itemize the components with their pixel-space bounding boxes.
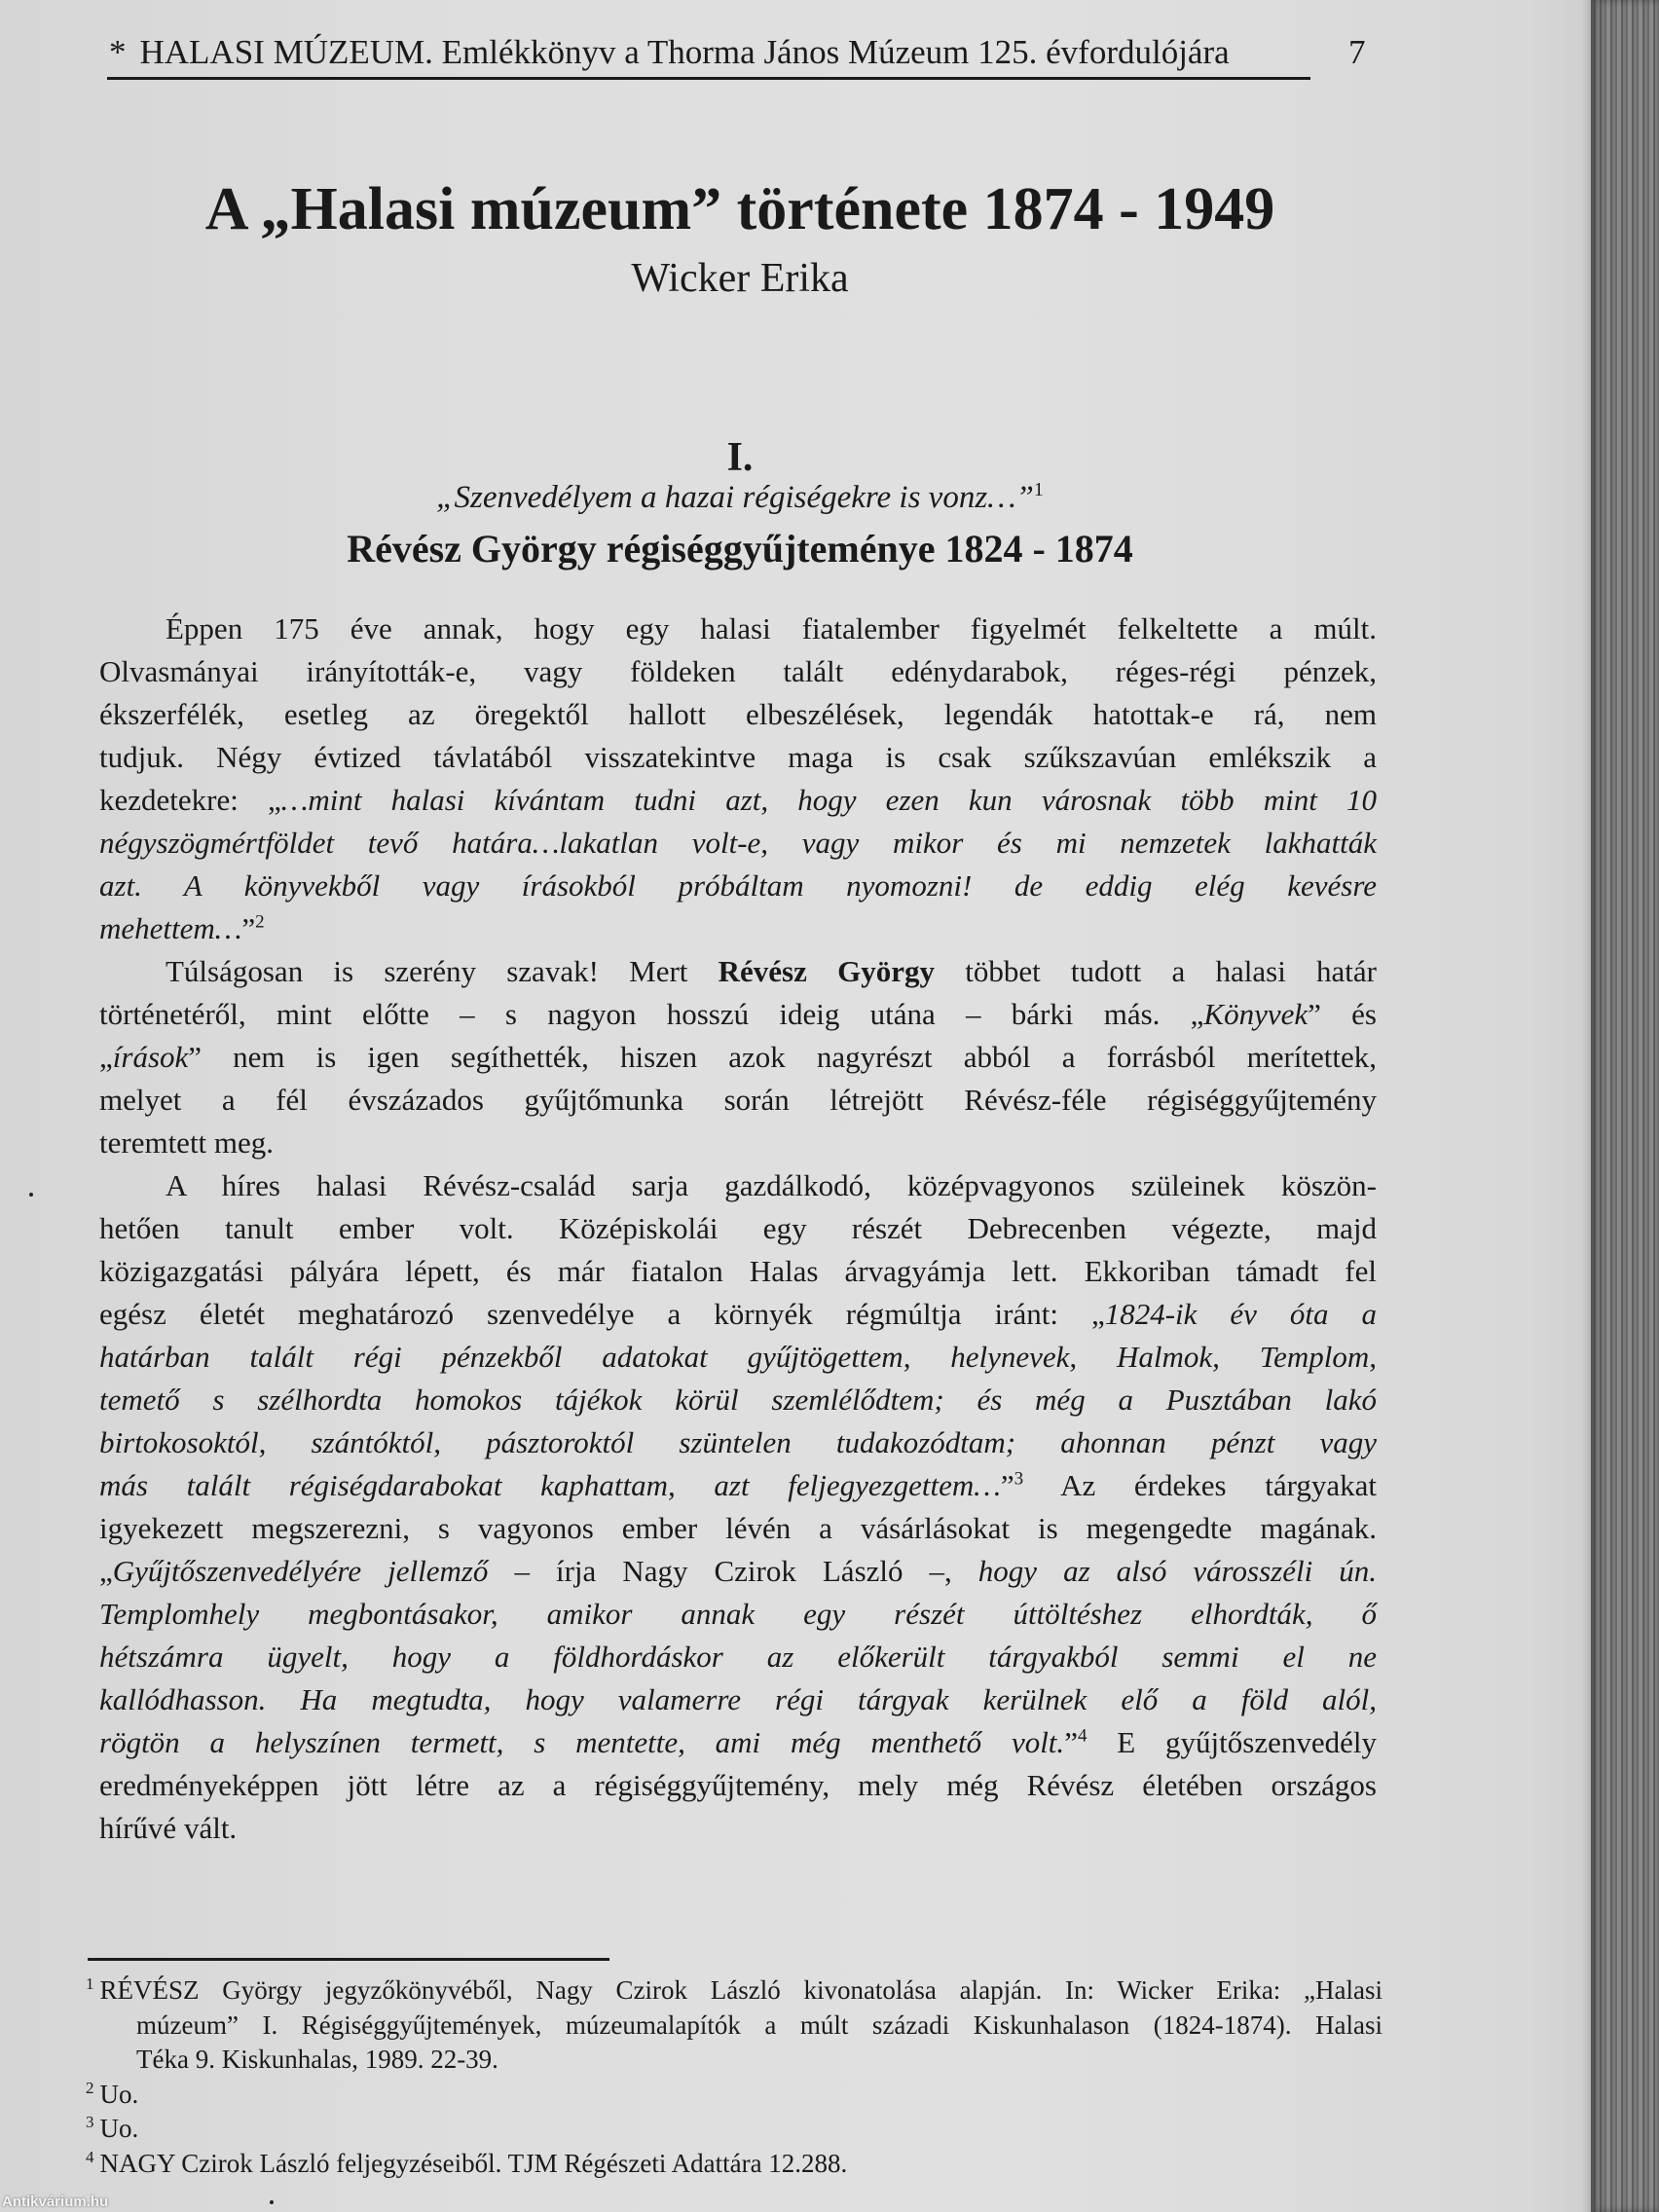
footnote-ref: 2 (255, 911, 265, 933)
text-line (99, 993, 1377, 1036)
text-line (99, 1079, 1377, 1122)
quoted-text: Gyűjtőszenvedélyére jellemző (112, 1554, 489, 1588)
header-asterisk: * (109, 33, 127, 71)
text-span: történetéről, mint előtte – s nagyon hosszú ideig utána – bárki más. „ (99, 997, 1204, 1031)
footnote-line (86, 2147, 1382, 2182)
text-span: ” (1064, 1725, 1078, 1759)
page-number: 7 (1348, 33, 1366, 71)
text-line (99, 907, 1377, 950)
text-line (99, 779, 1377, 822)
text-line (99, 1636, 1377, 1678)
text-line (99, 650, 1377, 693)
epigraph-text: „Szenvedélyem a hazai régiségekre is vonz…” (436, 480, 1034, 515)
footnote-ref: 1 (1033, 479, 1044, 500)
text-line (99, 1293, 1377, 1336)
text-line (99, 1036, 1377, 1079)
footnote-number: 3 (86, 2113, 94, 2131)
footnote-number: 2 (86, 2078, 94, 2097)
footnote-text: Uo. (99, 2079, 139, 2109)
quoted-text: …mint halasi kívántam tudni azt, hogy ezen kun városnak több mint 10 (280, 783, 1377, 817)
text-span: ” nem is igen segíthették, hiszen azok nagyrészt abból a forrásból merítettek, (188, 1040, 1377, 1074)
footnote-ref: 3 (1014, 1468, 1024, 1490)
text-line (99, 1122, 1377, 1164)
text-span: ékszerfélék, esetleg az öregektől hallott elbeszélések, legendák hatottak-e rá, nem (99, 697, 1377, 731)
text-line (99, 1678, 1377, 1721)
text-span: – írja Nagy Czirok László –, (488, 1554, 978, 1588)
quoted-text: más talált régiségdarabokat kaphattam, azt feljegyezgettem… (99, 1468, 1001, 1502)
running-header (109, 33, 1316, 72)
header-rule (107, 77, 1310, 80)
article-title: A „Halasi múzeum” története 1874 - 1949 (204, 176, 1275, 242)
quoted-text: kallódhasson. Ha megtudta, hogy valamerre régi tárgyak kerülnek elő a föld alól, (99, 1682, 1377, 1716)
footnote-text: NAGY Czirok László feljegyzéseiből. TJM Régészeti Adattára 12.288. (99, 2148, 848, 2178)
text-span: eredményeképpen jött létre az a régiséggyűjtemény, mely még Révész életében országos (99, 1768, 1377, 1802)
text-span: teremtett meg. (99, 1125, 275, 1160)
quoted-text: Könyvek (1203, 997, 1309, 1031)
footnote-number: 4 (86, 2147, 94, 2166)
text-line (99, 1507, 1377, 1550)
running-title: HALASI MÚZEUM. Emlékkönyv a Thorma János Múzeum 125. évfordulójára (139, 33, 1230, 71)
quoted-text: határban talált régi pénzekből adatokat gyűjtögettem, helynevek, Halmok, Templom, (99, 1340, 1377, 1374)
section-number: I. (726, 435, 754, 480)
text-span: hetően tanult ember volt. Középiskolái egy részét Debrecenben végezte, majd (99, 1211, 1377, 1245)
speck (270, 2200, 274, 2204)
text-line (99, 950, 1377, 993)
footnote-line (86, 2009, 1382, 2044)
footnote-ref: 4 (1077, 1725, 1088, 1747)
text-line (99, 1721, 1377, 1764)
text-span: melyet a fél évszázados gyűjtőmunka során létrejött Révész-féle régiséggyűjtemény (99, 1083, 1377, 1117)
text-line (99, 1379, 1377, 1421)
text-line (99, 736, 1377, 779)
text-line (99, 693, 1377, 736)
emphasis-text: Révész György (718, 954, 935, 988)
epigraph (97, 480, 1382, 516)
text-line (99, 1164, 1377, 1207)
text-span: A híres halasi Révész-család sarja gazdálkodó, középvagyonos szüleinek köszön- (166, 1168, 1377, 1202)
text-span: ” (241, 911, 256, 945)
text-line (99, 1764, 1377, 1807)
text-span: ” és (1308, 997, 1377, 1031)
text-line (99, 1593, 1377, 1636)
footnote-line (86, 2043, 1382, 2078)
text-span: Olvasmányai irányították-e, vagy földeken talált edénydarabok, réges-régi pénzek, (99, 654, 1377, 688)
text-span: kezdetekre: „ (99, 783, 281, 817)
quoted-text: azt. A könyvekből vagy írásokból próbáltam nyomozni! de eddig elég kevésre (99, 868, 1377, 903)
text-line (99, 608, 1377, 650)
text-line (99, 865, 1377, 907)
footnotes (86, 1973, 1382, 2181)
quoted-text: mehettem… (99, 911, 242, 945)
text-line (99, 1807, 1377, 1850)
quoted-text: hétszámra ügyelt, hogy a földhordáskor az előkerült tárgyakból semmi el ne (99, 1640, 1377, 1674)
text-span: egész életét meghatározó szenvedélye a környék régmúltja iránt: „ (99, 1297, 1105, 1331)
text-span: Éppen 175 éve annak, hogy egy halasi fiatalember figyelmét felkeltette a múlt. (166, 611, 1377, 645)
text-span: közigazgatási pályára lépett, és már fiatalon Halas árvagyámja lett. Ekkoriban támadt fel (99, 1254, 1377, 1288)
footnote-text: múzeum” I. Régiséggyűjtemények, múzeumalapítók a múlt századi Kiskunhalason (1824-1874). Halasi (136, 2009, 1382, 2040)
text-line (99, 1336, 1377, 1379)
quoted-text: írások (112, 1040, 189, 1074)
footnote-number: 1 (86, 1974, 94, 1993)
speck (29, 1193, 33, 1197)
quoted-text: temető s szélhordta homokos tájékok körül szemlélődtem; és még a Pusztában lakó (99, 1382, 1377, 1417)
text-line (99, 1550, 1377, 1593)
quoted-text: 1824-ik év óta a (1104, 1297, 1377, 1331)
footnote-line (86, 2112, 1382, 2147)
text-span: ” (1000, 1468, 1014, 1502)
footnote-text: RÉVÉSZ György jegyzőkönyvéből, Nagy Czirok László kivonatolása alapján. In: Wicker Erika: „Halasi (99, 1975, 1382, 2005)
text-span: Az érdekes tárgyakat (1023, 1468, 1378, 1502)
footnote-line (86, 2078, 1382, 2113)
text-span: E gyűjtőszenvedély (1087, 1725, 1377, 1759)
watermark: Antikvárium.hu (2, 2194, 109, 2210)
text-span: Túlságosan is szerény szavak! Mert (166, 954, 719, 988)
article-author: Wicker Erika (631, 256, 849, 301)
text-line (99, 1421, 1377, 1464)
footnote-text: Téka 9. Kiskunhalas, 1989. 22-39. (136, 2045, 498, 2074)
footnote-line (86, 1973, 1382, 2009)
text-line (99, 1464, 1377, 1507)
text-span: hírűvé vált. (99, 1811, 238, 1845)
text-span: „ (99, 1040, 113, 1074)
book-page-edge (1591, 0, 1659, 2212)
quoted-text: rögtön a helyszínen termett, s mentette, ami még menthető volt. (99, 1725, 1065, 1759)
section-title: Révész György régiséggyűjteménye 1824 - 1874 (347, 527, 1133, 571)
footnote-text: Uo. (99, 2114, 139, 2143)
text-span: tudjuk. Négy évtized távlatából visszatekintve maga is csak szűkszavúan emlékszik a (99, 740, 1377, 774)
quoted-text: Templomhely megbontásakor, amikor annak egy részét úttöltéshez elhordták, ő (99, 1597, 1377, 1631)
quoted-text: hogy az alsó városszéli ún. (977, 1554, 1377, 1588)
text-line (99, 1207, 1377, 1250)
quoted-text: négyszögmértföldet tevő határa…lakatlan volt-e, vagy mikor és mi nemzetek lakhatták (99, 826, 1377, 860)
text-span: „ (99, 1554, 113, 1588)
footnote-rule (88, 1958, 609, 1961)
text-line (99, 822, 1377, 865)
text-span: igyekezett megszerezni, s vagyonos ember lévén a vásárlásokat is megengedte magának. (99, 1511, 1377, 1545)
page-gutter-shadow (1582, 0, 1591, 2212)
body-text (99, 608, 1377, 1850)
quoted-text: birtokosoktól, szántóktól, pásztoroktól szüntelen tudakozódtam; ahonnan pénzt vagy (99, 1425, 1377, 1459)
text-line (99, 1250, 1377, 1293)
text-span: többet tudott a halasi határ (934, 954, 1377, 988)
